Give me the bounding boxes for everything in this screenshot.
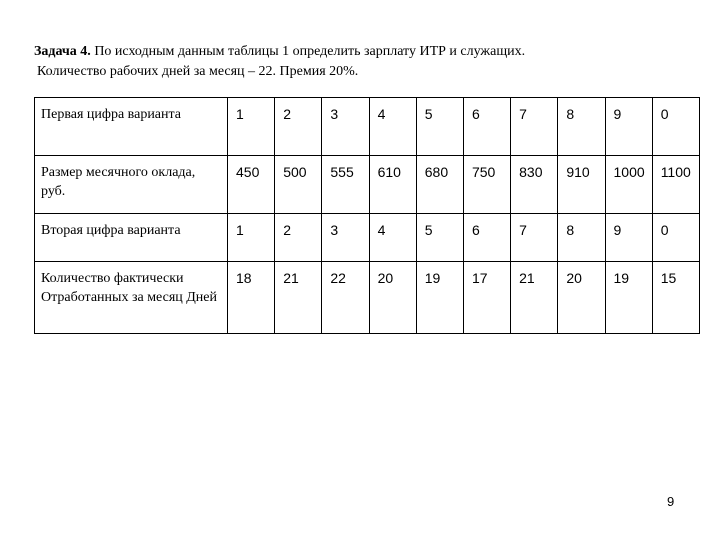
table-cell: 8 [558, 98, 605, 156]
variant-table [34, 97, 700, 334]
table-cell: 0 [652, 214, 699, 262]
task-title: Задача 4. [34, 44, 91, 59]
task-line-1-text: По исходным данным таблицы 1 определить зарплату ИТР и служащих. [90, 44, 526, 59]
table-cell: 610 [369, 156, 416, 214]
table-cell: 20 [369, 262, 416, 334]
table-cell: 22 [322, 262, 369, 334]
task-line-2: Количество рабочих дней за месяц – 22. Премия 20%. [37, 64, 359, 79]
table-cell: 6 [463, 214, 510, 262]
table-row-salary [35, 156, 700, 214]
table-cell: 450 [228, 156, 275, 214]
table-cell: 750 [463, 156, 510, 214]
table-cell: 6 [463, 98, 510, 156]
table-cell: 1100 [652, 156, 699, 214]
table-cell: 555 [322, 156, 369, 214]
table-cell: 830 [511, 156, 558, 214]
page-number: 9 [667, 494, 675, 509]
table-cell: 17 [463, 262, 510, 334]
table-cell: 21 [275, 262, 322, 334]
task-statement [34, 42, 694, 82]
row-label: Вторая цифра варианта [35, 214, 228, 262]
table-cell: 9 [605, 214, 652, 262]
row-label: Количество фактически Отработанных за месяц Дней [35, 262, 228, 334]
table-cell: 1 [228, 214, 275, 262]
table-cell: 1 [228, 98, 275, 156]
table-cell: 2 [275, 98, 322, 156]
table-cell: 5 [416, 98, 463, 156]
table-row-second-digit [35, 214, 700, 262]
table-row-days-worked [35, 262, 700, 334]
table-cell: 910 [558, 156, 605, 214]
table-cell: 500 [275, 156, 322, 214]
table-cell: 18 [228, 262, 275, 334]
table-cell: 9 [605, 98, 652, 156]
table-row-first-digit [35, 98, 700, 156]
table-cell: 4 [369, 214, 416, 262]
table-cell: 19 [605, 262, 652, 334]
table-cell: 19 [416, 262, 463, 334]
table-cell: 7 [511, 214, 558, 262]
table-cell: 3 [322, 98, 369, 156]
table-cell: 2 [275, 214, 322, 262]
table-cell: 7 [511, 98, 558, 156]
table-cell: 680 [416, 156, 463, 214]
task-line-1 [34, 42, 694, 62]
row-label: Размер месячного оклада, руб. [35, 156, 228, 214]
table-cell: 4 [369, 98, 416, 156]
table-cell: 3 [322, 214, 369, 262]
table-cell: 8 [558, 214, 605, 262]
table-cell: 20 [558, 262, 605, 334]
table-cell: 15 [652, 262, 699, 334]
table-cell: 0 [652, 98, 699, 156]
row-label: Первая цифра варианта [35, 98, 228, 156]
variant-table-body [35, 98, 700, 334]
table-cell: 1000 [605, 156, 652, 214]
table-cell: 5 [416, 214, 463, 262]
table-cell: 21 [511, 262, 558, 334]
